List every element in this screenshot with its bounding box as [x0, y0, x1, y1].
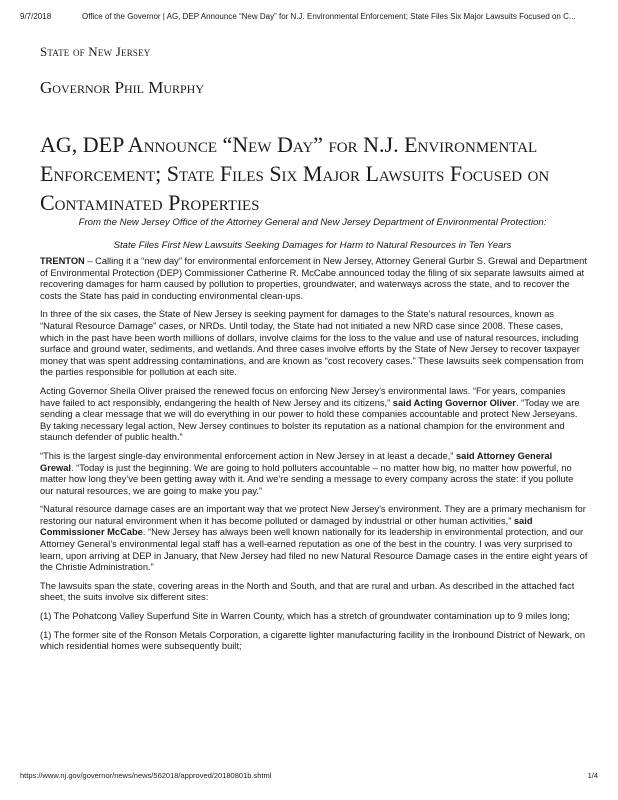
governor-name[interactable]: Governor Phil Murphy — [40, 78, 205, 97]
paragraph-5: “Natural resource damage cases are an important way that we protect New Jersey’s environment. They are a primary mechanism for restoring our natural environment when it has become polluted or damaged by industrial or other human activities,” said Commissioner McCabe. “New Jersey has always been well known nationally for its leadership in environmental protection, and our Attorney General’s environmental legal staff has a well-earned reputation as one of the best in the country. I was very surprised to learn, upon arriving at DEP in January, that New Jersey had filed no new Natural Resource Damage cases in the entire eight years of the Christie Administration.” — [40, 504, 588, 573]
article-body — [40, 256, 588, 660]
state-name[interactable]: State of New Jersey — [40, 44, 151, 59]
paragraph-3: Acting Governor Sheila Oliver praised the renewed focus on enforcing New Jersey’s environmental laws. “For years, companies have failed to act responsibly, endangering the health of New Jersey and its citizens,” said Acting Governor Oliver. “Today we are sending a clear message that we will do everything in our power to hold these companies accountable and protect New Jerseyans. By taking necessary legal action, New Jersey continues to bolster its reputation as a national champion for the environment and staunch defender of public health.” — [40, 385, 580, 443]
dateline: TRENTON — [40, 256, 85, 266]
speaker-attribution: said Attorney General Grewal — [40, 450, 553, 473]
paragraph-7: (1) The Pohatcong Valley Superfund Site in Warren County, which has a stretch of groundwater contamination up to 9 miles long; — [40, 611, 570, 622]
paragraph-8: (1) The former site of the Ronson Metals Corporation, a cigarette lighter manufacturing facility in the Ironbound District of Newark, on which residential homes were subsequently built; — [40, 629, 585, 652]
print-url: https://www.nj.gov/governor/news/news/562018/approved/20180801b.shtml — [20, 771, 272, 780]
paragraph-6: The lawsuits span the state, covering areas in the North and South, and that are rural and urban. As described in the attached fact sheet, the suits involve six different sites: — [40, 580, 575, 603]
page-number: 1/4 — [587, 771, 598, 780]
press-release-subheading: State Files First New Lawsuits Seeking Damages for Harm to Natural Resources in Ten Years — [113, 240, 512, 251]
press-release-headline: AG, DEP Announce “New Day” for N.J. Environmental Enforcement; State Files Six Major Lawsuits Focused on Contaminated Properties — [40, 132, 550, 215]
press-release-source: From the New Jersey Office of the Attorney General and New Jersey Department of Environmental Protection: — [78, 217, 547, 228]
paragraph-1: TRENTON – Calling it a “new day” for environmental enforcement in New Jersey, Attorney General Gurbir S. Grewal and Department of Environmental Protection (DEP) Commissioner Catherine R. McCabe announced today the filing of six separate lawsuits aimed at recovering damages for harm caused by pollution to properties, groundwater, and waterways across the state, and to recover the costs the State has paid in conducting environmental clean-ups. — [40, 256, 587, 301]
print-footer — [20, 771, 598, 780]
speaker-attribution: said Acting Governor Oliver — [392, 397, 516, 408]
paragraph-4: “This is the largest single-day environmental enforcement action in New Jersey in at least a decade,” said Attorney General Grewal. “Today is just the beginning. We are going to hold polluters accountable – no matter how big, no matter how powerful, no matter how long they’ve been getting away with it. And we’re sending a message to every company across the state: if you pollute our natural resources, we are going to make you pay.” — [40, 450, 574, 496]
print-page-title: Office of the Governor | AG, DEP Announce “New Day” for N.J. Environmental Enforcement; State Files Six Major Lawsuits Focused on C... — [82, 12, 576, 21]
print-date: 9/7/2018 — [20, 12, 52, 21]
paragraph-2: In three of the six cases, the State of New Jersey is seeking payment for damages to the State’s natural resources, known as “Natural Resource Damage” cases, or NRDs. Until today, the State had not initiated a new NRD case since 2008. These cases, which in the past have been worth millions of dollars, involve claims for the loss to the value and use of natural resources, including surface and ground water, sediments, and wetlands. And three cases involve efforts by the State of New Jersey to recover taxpayer money that was spent addressing contaminations, and are known as “cost recovery cases.” These lawsuits seek compensation from the parties responsible for pollution at each site. — [40, 309, 584, 378]
speaker-attribution: said Commissioner McCabe — [40, 515, 533, 538]
print-header — [20, 12, 598, 21]
